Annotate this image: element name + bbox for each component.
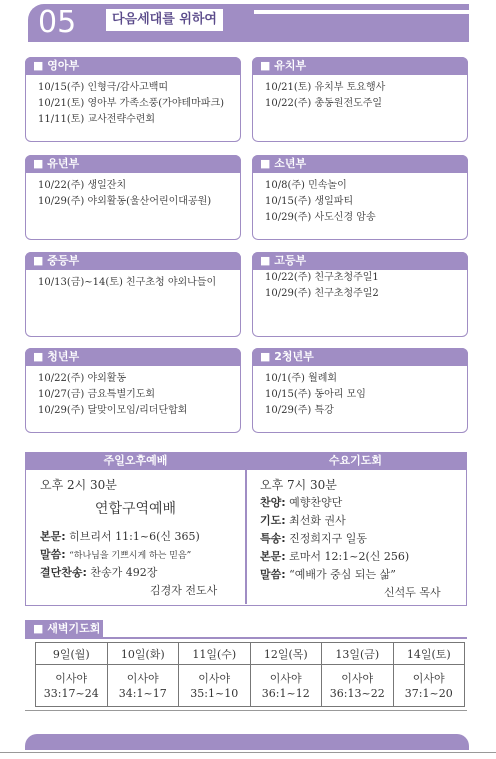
verse-cell (36, 665, 108, 707)
event-line: 10/8(주) 민속놀이 (265, 180, 347, 191)
event-line: 10/27(금) 금요특별기도회 (38, 389, 156, 400)
wednesday-heading: 수요기도회 (328, 454, 383, 467)
card-body (38, 178, 234, 210)
praise-value: 예향찬양단 (289, 496, 343, 509)
card-middle-school (25, 252, 241, 337)
verse-cell (393, 665, 465, 707)
card-header (25, 155, 241, 173)
book-name: 이사야 (55, 671, 88, 685)
event-line: 10/29(주) 사도신경 암송 (265, 212, 376, 223)
card-infant (25, 57, 241, 142)
card-body (38, 371, 234, 419)
event-line: 10/15(주) 동아리 모임 (265, 389, 366, 400)
event-line: 10/22(주) 야외활동 (38, 373, 127, 384)
scripture-value: 로마서 12:1~2(신 256) (289, 550, 410, 563)
event-line: 10/22(주) 친구초청주일1 (265, 272, 379, 283)
sermon-label: 말씀: (40, 548, 66, 561)
card-title: ■ 영아부 (33, 59, 80, 72)
card-body (265, 80, 461, 112)
table-row (36, 665, 465, 707)
verse-ref: 36:1~12 (261, 686, 310, 700)
dawn-heading: ■ 새벽기도회 (25, 620, 103, 638)
event-line: 10/29(주) 특강 (265, 405, 334, 416)
table-row (36, 643, 465, 665)
card-boys (252, 155, 468, 240)
book-name: 이사야 (126, 671, 159, 685)
sunday-service: 연합구역예배 (94, 501, 177, 517)
sunday-sermon (40, 546, 191, 562)
day-cell: 14일(토) (393, 643, 465, 665)
card-header (25, 348, 241, 366)
card-junior (25, 155, 241, 240)
dawn-rule (25, 637, 467, 639)
section-header (28, 4, 469, 42)
verse-ref: 34:1~17 (118, 686, 167, 700)
card-body (265, 371, 461, 419)
card-title: ■ 2청년부 (260, 350, 314, 363)
column-divider (245, 452, 247, 604)
day-cell: 9일(월) (36, 643, 108, 665)
wednesday-special (260, 530, 367, 546)
day-cell: 10일(화) (107, 643, 179, 665)
card-kindergarten (252, 57, 468, 142)
hymn-label: 결단찬송: (40, 566, 87, 579)
event-line: 10/1(주) 월례회 (265, 373, 338, 384)
book-name: 이사야 (341, 671, 374, 685)
day-cell: 11일(수) (179, 643, 251, 665)
event-line: 11/11(토) 교사전략수련회 (38, 114, 156, 125)
card-header (252, 348, 468, 366)
wednesday-time: 오후 7시 30분 (260, 478, 337, 492)
scripture-value: 히브리서 11:1~6(신 365) (69, 530, 200, 543)
sunday-time: 오후 2시 30분 (40, 478, 117, 492)
card-title: ■ 유치부 (260, 59, 307, 72)
book-name: 이사야 (412, 671, 445, 685)
verse-cell (107, 665, 179, 707)
wednesday-scripture (260, 548, 409, 564)
wednesday-praise (260, 494, 342, 510)
card-title: ■ 고등부 (260, 254, 307, 267)
footer-rule (0, 752, 496, 753)
event-line: 10/15(주) 생일파티 (265, 196, 354, 207)
scripture-label: 본문: (40, 530, 66, 543)
worship-schedule (25, 452, 467, 606)
card-title: ■ 유년부 (33, 157, 80, 170)
prayer-label: 기도: (260, 514, 286, 527)
dawn-bottom-rule (25, 710, 467, 711)
verse-cell (322, 665, 394, 707)
verse-cell (179, 665, 251, 707)
sermon-label: 말씀: (260, 568, 286, 581)
event-line: 10/29(주) 달맞이모임/리더단합회 (38, 405, 188, 416)
dawn-prayer (25, 620, 467, 702)
prayer-value: 최선화 권사 (289, 514, 346, 527)
event-line: 10/13(금)~14(토) 친구초청 야외나들이 (38, 277, 217, 288)
verse-ref: 37:1~20 (404, 686, 453, 700)
wednesday-prayer (260, 512, 346, 528)
card-title: ■ 중등부 (33, 254, 80, 267)
sunday-preacher: 김경자 전도사 (150, 584, 218, 597)
scripture-label: 본문: (260, 550, 286, 563)
card-header (252, 57, 468, 75)
section-number: 05 (28, 4, 100, 42)
verse-ref: 35:1~10 (190, 686, 239, 700)
card-header (25, 57, 241, 75)
day-cell: 13일(금) (322, 643, 394, 665)
hymn-value: 찬송가 492장 (90, 566, 158, 579)
event-line: 10/29(주) 친구초청주일2 (265, 288, 379, 299)
wednesday-sermon (260, 566, 396, 582)
event-line: 10/22(주) 총동원전도주일 (265, 98, 383, 109)
day-cell: 12일(목) (250, 643, 322, 665)
card-high-school (252, 252, 468, 337)
event-line: 10/15(주) 인형극/감사고백띠 (38, 82, 169, 93)
card-body (265, 178, 461, 226)
special-value: 진정희지구 일동 (289, 532, 368, 545)
card-title: ■ 소년부 (260, 157, 307, 170)
footer-bar (25, 734, 469, 750)
sunday-heading: 주일오후예배 (103, 454, 168, 467)
section-title: 다음세대를 위하여 (106, 9, 223, 31)
wednesday-preacher: 신석두 목사 (384, 586, 441, 599)
sermon-value: “예배가 중심 되는 삶” (289, 568, 396, 581)
special-label: 특송: (260, 532, 286, 545)
card-youth (25, 348, 241, 433)
event-line: 10/21(토) 유치부 토요행사 (265, 82, 386, 93)
verse-ref: 33:17~24 (43, 686, 99, 700)
verse-cell (250, 665, 322, 707)
dawn-table (35, 642, 465, 707)
card-header (252, 252, 468, 270)
verse-ref: 36:13~22 (329, 686, 385, 700)
card-header (252, 155, 468, 173)
card-young-adults-2 (252, 348, 468, 433)
header-divider (254, 10, 469, 14)
event-line: 10/29(주) 야외활동(울산어린이대공원) (38, 196, 212, 207)
card-header (25, 252, 241, 270)
card-body (38, 275, 234, 291)
book-name: 이사야 (198, 671, 231, 685)
praise-label: 찬양: (260, 496, 286, 509)
card-body (265, 270, 461, 302)
sunday-scripture (40, 528, 200, 544)
sermon-value: “하나님을 기쁘시게 하는 믿음” (69, 551, 192, 561)
sunday-hymn (40, 564, 157, 580)
card-body (38, 80, 234, 128)
card-title: ■ 청년부 (33, 350, 80, 363)
event-line: 10/21(토) 영아부 가족소풍(가야테마파크) (38, 98, 225, 109)
event-line: 10/22(주) 생일잔치 (38, 180, 127, 191)
book-name: 이사야 (269, 671, 302, 685)
